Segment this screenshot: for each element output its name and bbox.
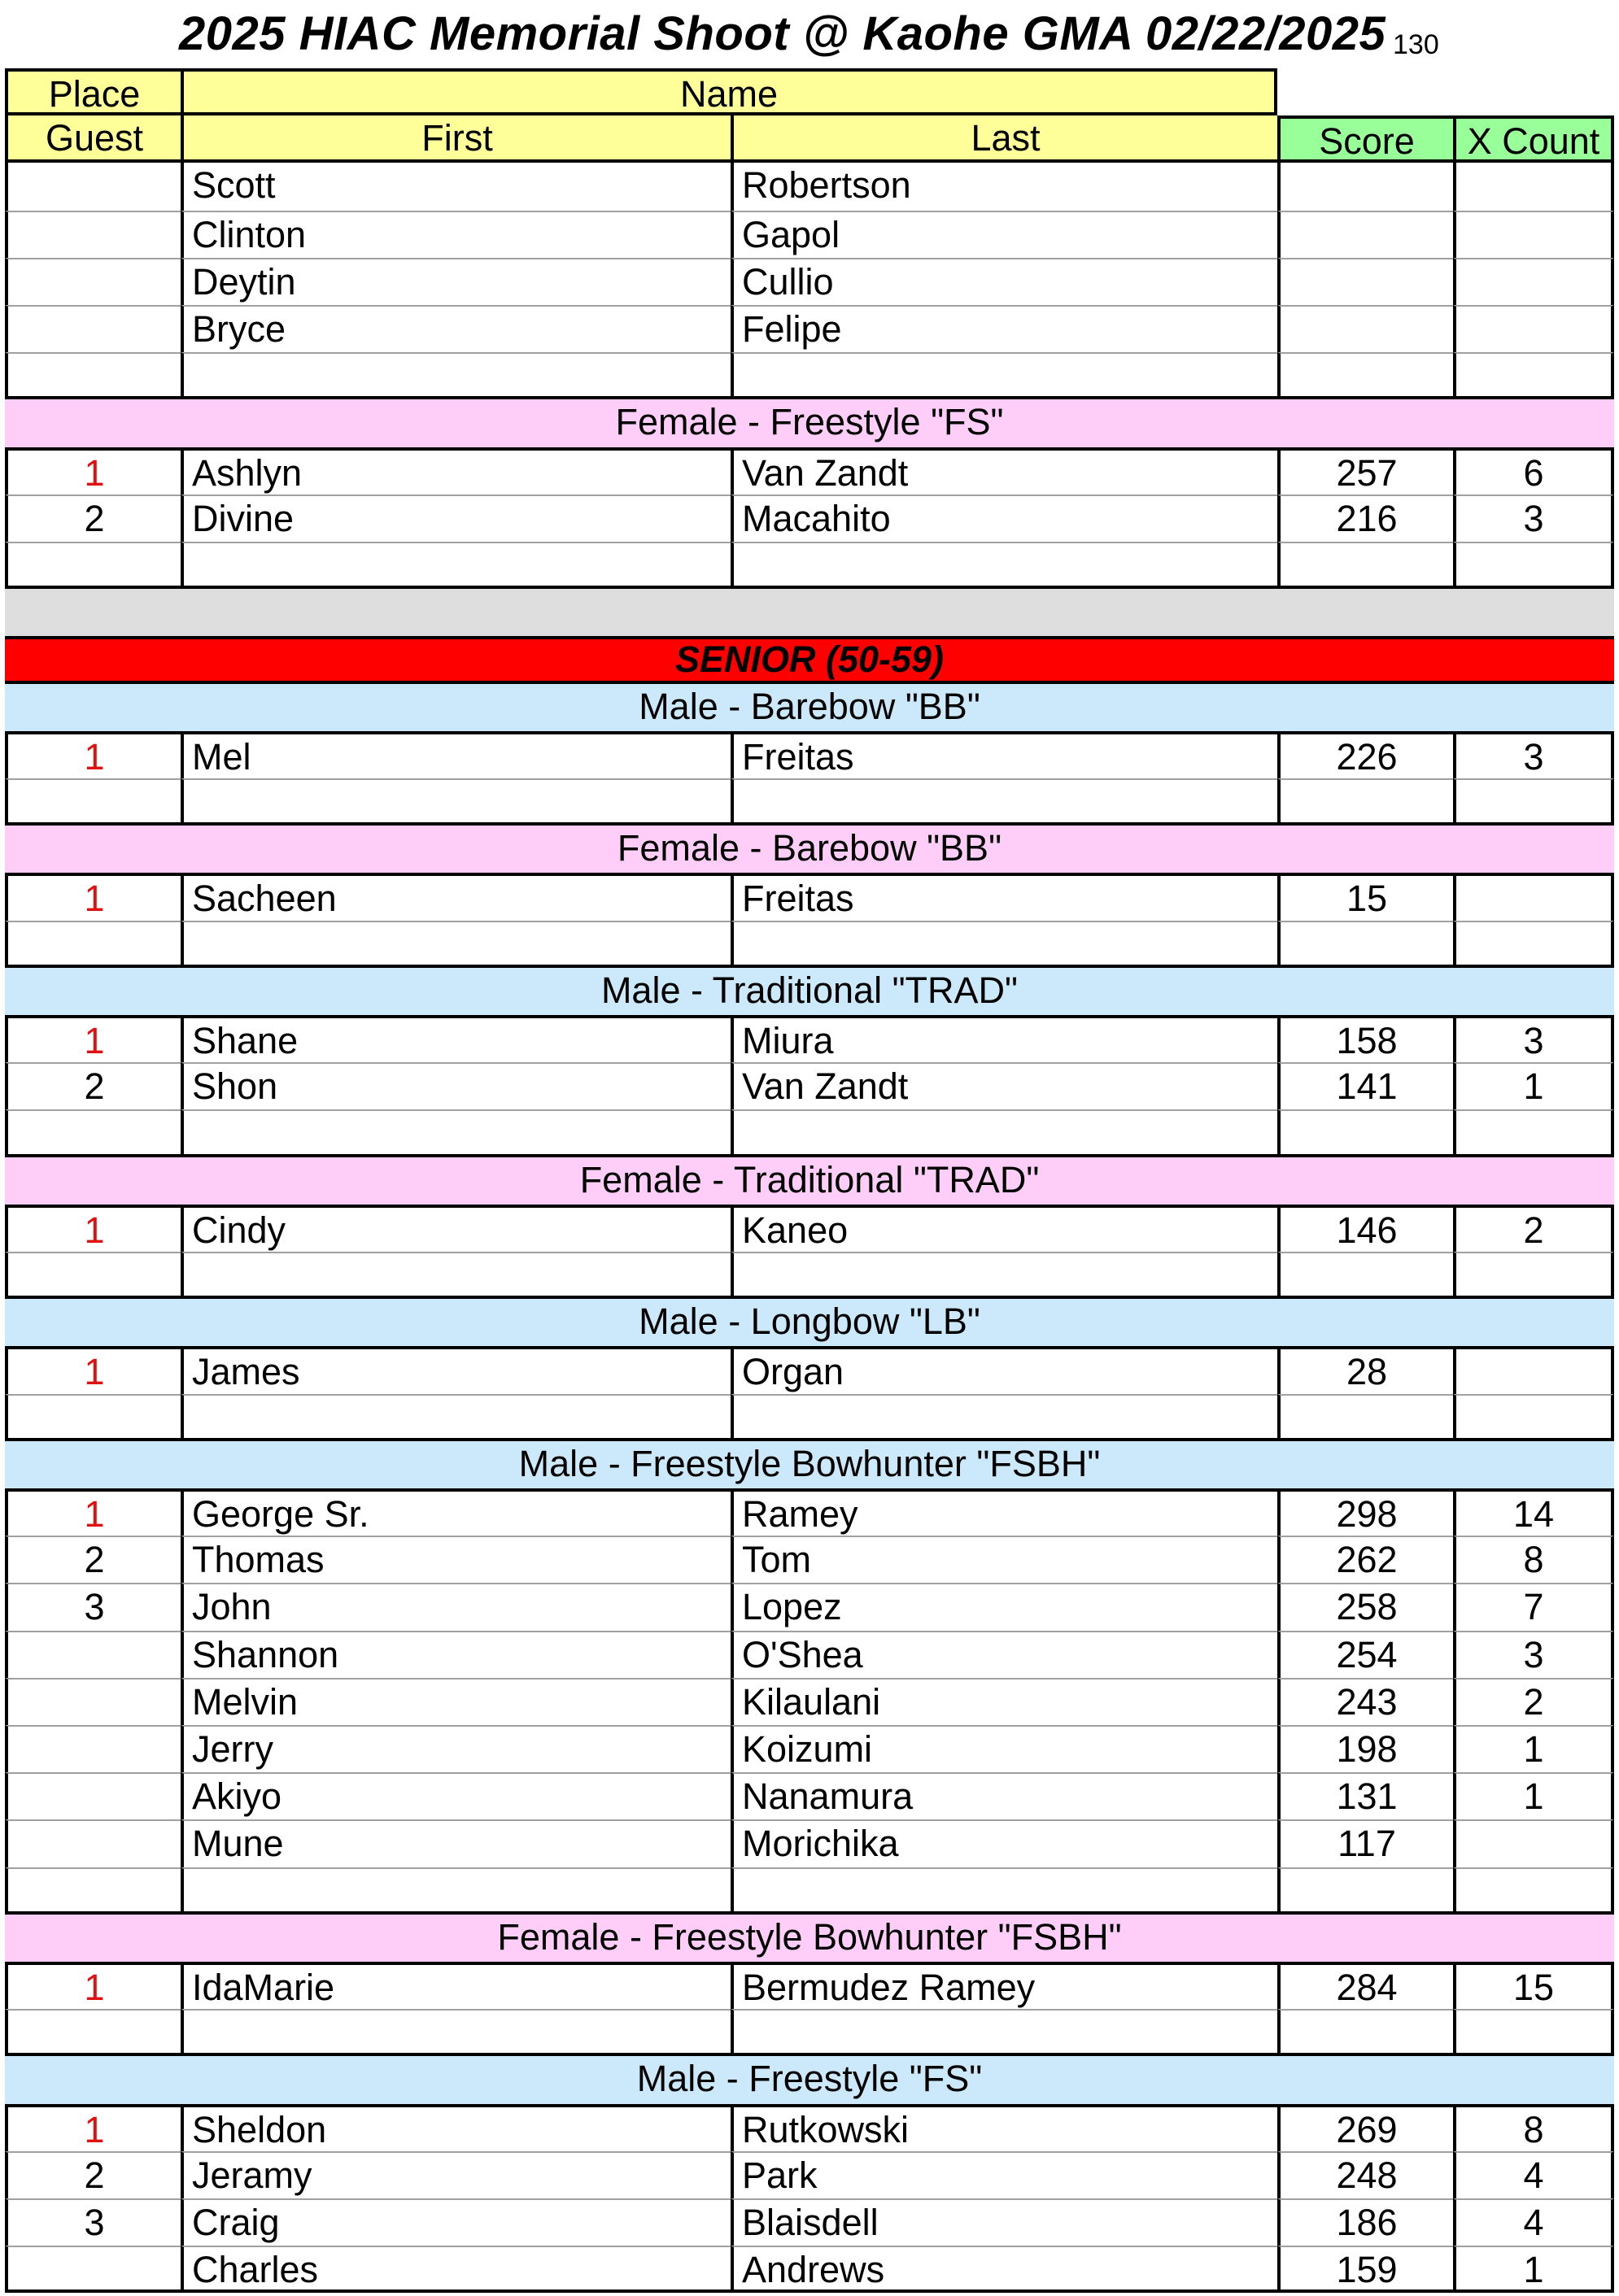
cell-score: 28 <box>1277 1346 1453 1393</box>
table-row <box>0 1062 1619 1109</box>
table-row <box>0 1678 1619 1725</box>
cell-first: John <box>181 1583 731 1630</box>
table-row <box>0 1536 1619 1583</box>
table-row <box>0 2198 1619 2246</box>
cell-first <box>181 352 731 399</box>
category-header-label: Male - Barebow "BB" <box>5 684 1614 731</box>
cell-last <box>731 2009 1277 2056</box>
cell-score: 186 <box>1277 2198 1453 2246</box>
cell-place: 2 <box>5 1062 181 1109</box>
cell-x: 1 <box>1453 1772 1614 1819</box>
cell-score <box>1277 352 1453 399</box>
cell-first <box>181 2009 731 2056</box>
cell-place <box>5 2009 181 2056</box>
cell-score: 146 <box>1277 1205 1453 1252</box>
cell-first: Bryce <box>181 305 731 352</box>
table-row <box>0 1583 1619 1630</box>
cell-place <box>5 211 181 258</box>
cell-score: 198 <box>1277 1725 1453 1772</box>
cell-score: 226 <box>1277 731 1453 778</box>
blank-row <box>0 1109 1619 1157</box>
category-header-label: Male - Traditional "TRAD" <box>5 968 1614 1015</box>
table-row <box>0 494 1619 542</box>
cell-x: 3 <box>1453 1631 1614 1678</box>
cell-place: 1 <box>5 1015 181 1062</box>
cell-score <box>1277 305 1453 352</box>
table-row <box>0 1725 1619 1772</box>
cell-x: 4 <box>1453 2151 1614 2198</box>
last-header: Last <box>731 115 1277 163</box>
table-row <box>0 1488 1619 1536</box>
cell-place: 2 <box>5 2151 181 2198</box>
cell-last <box>731 542 1277 589</box>
cell-last: Kilaulani <box>731 1678 1277 1725</box>
cell-last: Felipe <box>731 305 1277 352</box>
cell-x: 4 <box>1453 2198 1614 2246</box>
cell-x: 15 <box>1453 1962 1614 2009</box>
cell-first: Shannon <box>181 1631 731 1678</box>
cell-last <box>731 1252 1277 1299</box>
cell-last: Rutkowski <box>731 2104 1277 2151</box>
cell-x <box>1453 1252 1614 1299</box>
blank-row <box>0 1867 1619 1915</box>
cell-last: Lopez <box>731 1583 1277 1630</box>
cell-score: 284 <box>1277 1962 1453 2009</box>
cell-last <box>731 1109 1277 1157</box>
cell-first: Thomas <box>181 1536 731 1583</box>
table-row <box>0 873 1619 920</box>
cell-place <box>5 1394 181 1441</box>
cell-last: Freitas <box>731 873 1277 920</box>
cell-place: 1 <box>5 2104 181 2151</box>
cell-x <box>1453 542 1614 589</box>
page-number: 130 <box>1393 29 1439 60</box>
table-row <box>0 2151 1619 2198</box>
cell-score <box>1277 1394 1453 1441</box>
category-header-label: Male - Freestyle "FS" <box>5 2056 1614 2103</box>
cell-x: 2 <box>1453 1678 1614 1725</box>
guest-header: Guest <box>5 115 181 163</box>
category-header-label: Female - Freestyle "FS" <box>5 399 1614 447</box>
cell-first <box>181 778 731 826</box>
category-header-label: Male - Longbow "LB" <box>5 1299 1614 1346</box>
cell-first <box>181 1109 731 1157</box>
cell-last: Organ <box>731 1346 1277 1393</box>
cell-last: Koizumi <box>731 1725 1277 1772</box>
cell-first: Divine <box>181 494 731 542</box>
table-row <box>0 1772 1619 1819</box>
cell-place: 1 <box>5 1488 181 1536</box>
cell-x: 3 <box>1453 1015 1614 1062</box>
cell-score <box>1277 1109 1453 1157</box>
blank-row <box>0 352 1619 399</box>
cell-score: 298 <box>1277 1488 1453 1536</box>
cell-place: 1 <box>5 873 181 920</box>
cell-place <box>5 163 181 210</box>
cell-last: Freitas <box>731 731 1277 778</box>
cell-score <box>1277 921 1453 968</box>
table-row <box>0 1962 1619 2009</box>
cell-first: Jeramy <box>181 2151 731 2198</box>
cell-last: Van Zandt <box>731 447 1277 494</box>
cell-first: Deytin <box>181 258 731 305</box>
cell-score <box>1277 1867 1453 1915</box>
cell-place <box>5 1678 181 1725</box>
cell-x <box>1453 921 1614 968</box>
cell-place <box>5 1252 181 1299</box>
cell-score: 159 <box>1277 2246 1453 2293</box>
cell-place <box>5 1109 181 1157</box>
cell-last: Van Zandt <box>731 1062 1277 1109</box>
guest-row <box>0 211 1619 258</box>
cell-place <box>5 1867 181 1915</box>
cell-first: Jerry <box>181 1725 731 1772</box>
cell-first: Sacheen <box>181 873 731 920</box>
cell-last <box>731 352 1277 399</box>
cell-last: Kaneo <box>731 1205 1277 1252</box>
cell-place <box>5 305 181 352</box>
blank-row <box>0 921 1619 968</box>
cell-score: 269 <box>1277 2104 1453 2151</box>
cell-last: Cullio <box>731 258 1277 305</box>
cell-place <box>5 778 181 826</box>
cell-first: Scott <box>181 163 731 210</box>
cell-last <box>731 1867 1277 1915</box>
cell-score: 248 <box>1277 2151 1453 2198</box>
cell-first: Clinton <box>181 211 731 258</box>
category-header <box>0 826 1619 873</box>
cell-first: Shon <box>181 1062 731 1109</box>
cell-first: Mel <box>181 731 731 778</box>
cell-x <box>1453 778 1614 826</box>
cell-first <box>181 542 731 589</box>
cell-score: 254 <box>1277 1631 1453 1678</box>
cell-x <box>1453 2009 1614 2056</box>
cell-score <box>1277 163 1453 210</box>
division-header-label: SENIOR (50-59) <box>5 636 1614 683</box>
cell-first: James <box>181 1346 731 1393</box>
category-header <box>0 1915 1619 1962</box>
cell-x <box>1453 1394 1614 1441</box>
cell-place: 1 <box>5 1346 181 1393</box>
cell-score: 258 <box>1277 1583 1453 1630</box>
cell-score: 257 <box>1277 447 1453 494</box>
cell-x <box>1453 352 1614 399</box>
blank-row <box>0 778 1619 826</box>
cell-score: 243 <box>1277 1678 1453 1725</box>
cell-last: O'Shea <box>731 1631 1277 1678</box>
cell-x <box>1453 1346 1614 1393</box>
cell-first: Sheldon <box>181 2104 731 2151</box>
table-row <box>0 447 1619 494</box>
table-row <box>0 731 1619 778</box>
division-header <box>0 636 1619 683</box>
column-header-row-2 <box>0 115 1619 163</box>
cell-x <box>1453 258 1614 305</box>
page-header <box>0 0 1619 68</box>
category-header-label: Female - Traditional "TRAD" <box>5 1157 1614 1205</box>
blank-row <box>0 1252 1619 1299</box>
cell-last: Macahito <box>731 494 1277 542</box>
cell-first: Ashlyn <box>181 447 731 494</box>
cell-x: 6 <box>1453 447 1614 494</box>
cell-place: 1 <box>5 1205 181 1252</box>
cell-first: IdaMarie <box>181 1962 731 2009</box>
table-row <box>0 1631 1619 1678</box>
name-header: Name <box>181 68 1277 115</box>
cell-first <box>181 1394 731 1441</box>
cell-place: 1 <box>5 1962 181 2009</box>
category-header <box>0 1441 1619 1488</box>
cell-last: Miura <box>731 1015 1277 1062</box>
cell-place <box>5 921 181 968</box>
guest-row <box>0 258 1619 305</box>
cell-place: 3 <box>5 1583 181 1630</box>
first-header: First <box>181 115 731 163</box>
cell-last: Gapol <box>731 211 1277 258</box>
cell-last: Bermudez Ramey <box>731 1962 1277 2009</box>
cell-first: Melvin <box>181 1678 731 1725</box>
cell-x: 1 <box>1453 1062 1614 1109</box>
table-row <box>0 1205 1619 1252</box>
section-gap-label <box>5 589 1614 636</box>
table-row <box>0 1346 1619 1393</box>
category-header-label: Female - Freestyle Bowhunter "FSBH" <box>5 1915 1614 1962</box>
cell-x: 14 <box>1453 1488 1614 1536</box>
cell-score <box>1277 2009 1453 2056</box>
cell-last: Robertson <box>731 163 1277 210</box>
cell-place: 1 <box>5 447 181 494</box>
cell-x <box>1453 1819 1614 1867</box>
category-header <box>0 1299 1619 1346</box>
cell-first: George Sr. <box>181 1488 731 1536</box>
page-title: 2025 HIAC Memorial Shoot @ Kaohe GMA 02/22/2025 <box>179 7 1386 60</box>
cell-score: 117 <box>1277 1819 1453 1867</box>
cell-place: 2 <box>5 1536 181 1583</box>
cell-first <box>181 1252 731 1299</box>
cell-last <box>731 1394 1277 1441</box>
cell-first: Mune <box>181 1819 731 1867</box>
blank-row <box>0 542 1619 589</box>
score-header: Score <box>1277 115 1453 163</box>
cell-place <box>5 352 181 399</box>
category-header-label: Female - Barebow "BB" <box>5 826 1614 873</box>
cell-score: 15 <box>1277 873 1453 920</box>
cell-place <box>5 542 181 589</box>
cell-score <box>1277 258 1453 305</box>
cell-first: Shane <box>181 1015 731 1062</box>
cell-first <box>181 1867 731 1915</box>
cell-last: Park <box>731 2151 1277 2198</box>
table-row <box>0 2246 1619 2293</box>
cell-place <box>5 1819 181 1867</box>
cell-x: 8 <box>1453 2104 1614 2151</box>
cell-last: Andrews <box>731 2246 1277 2293</box>
cell-last: Ramey <box>731 1488 1277 1536</box>
cell-last: Tom <box>731 1536 1277 1583</box>
cell-last <box>731 778 1277 826</box>
cell-last: Nanamura <box>731 1772 1277 1819</box>
cell-first: Craig <box>181 2198 731 2246</box>
table-row <box>0 2104 1619 2151</box>
cell-x: 7 <box>1453 1583 1614 1630</box>
cell-score <box>1277 778 1453 826</box>
cell-x: 1 <box>1453 1725 1614 1772</box>
guest-row <box>0 163 1619 210</box>
cell-place <box>5 1725 181 1772</box>
cell-score <box>1277 1252 1453 1299</box>
cell-x <box>1453 1109 1614 1157</box>
blank-row <box>0 1394 1619 1441</box>
cell-score <box>1277 542 1453 589</box>
cell-score <box>1277 211 1453 258</box>
cell-score: 216 <box>1277 494 1453 542</box>
cell-x: 1 <box>1453 2246 1614 2293</box>
cell-x: 8 <box>1453 1536 1614 1583</box>
category-header <box>0 2056 1619 2103</box>
cell-score: 131 <box>1277 1772 1453 1819</box>
table-row <box>0 1015 1619 1062</box>
cell-x <box>1453 1867 1614 1915</box>
blank-row <box>0 2009 1619 2056</box>
cell-first <box>181 921 731 968</box>
cell-x: 2 <box>1453 1205 1614 1252</box>
column-header-row-1 <box>0 68 1619 115</box>
guest-row <box>0 305 1619 352</box>
cell-x <box>1453 211 1614 258</box>
place-header: Place <box>5 68 181 115</box>
cell-score: 158 <box>1277 1015 1453 1062</box>
x-count-header: X Count <box>1453 115 1614 163</box>
cell-last: Morichika <box>731 1819 1277 1867</box>
cell-x <box>1453 163 1614 210</box>
cell-first: Cindy <box>181 1205 731 1252</box>
section-gap <box>0 589 1619 636</box>
category-header <box>0 399 1619 447</box>
cell-place <box>5 2246 181 2293</box>
cell-score: 141 <box>1277 1062 1453 1109</box>
cell-x <box>1453 305 1614 352</box>
category-header-label: Male - Freestyle Bowhunter "FSBH" <box>5 1441 1614 1488</box>
category-header <box>0 968 1619 1015</box>
cell-place: 2 <box>5 494 181 542</box>
category-header <box>0 1157 1619 1205</box>
cell-score: 262 <box>1277 1536 1453 1583</box>
cell-first: Charles <box>181 2246 731 2293</box>
cell-place <box>5 1631 181 1678</box>
cell-x: 3 <box>1453 494 1614 542</box>
category-header <box>0 684 1619 731</box>
cell-place: 1 <box>5 731 181 778</box>
cell-last <box>731 921 1277 968</box>
table-row <box>0 1819 1619 1867</box>
cell-place: 3 <box>5 2198 181 2246</box>
cell-place <box>5 258 181 305</box>
cell-first: Akiyo <box>181 1772 731 1819</box>
cell-last: Blaisdell <box>731 2198 1277 2246</box>
cell-x: 3 <box>1453 731 1614 778</box>
cell-x <box>1453 873 1614 920</box>
cell-place <box>5 1772 181 1819</box>
